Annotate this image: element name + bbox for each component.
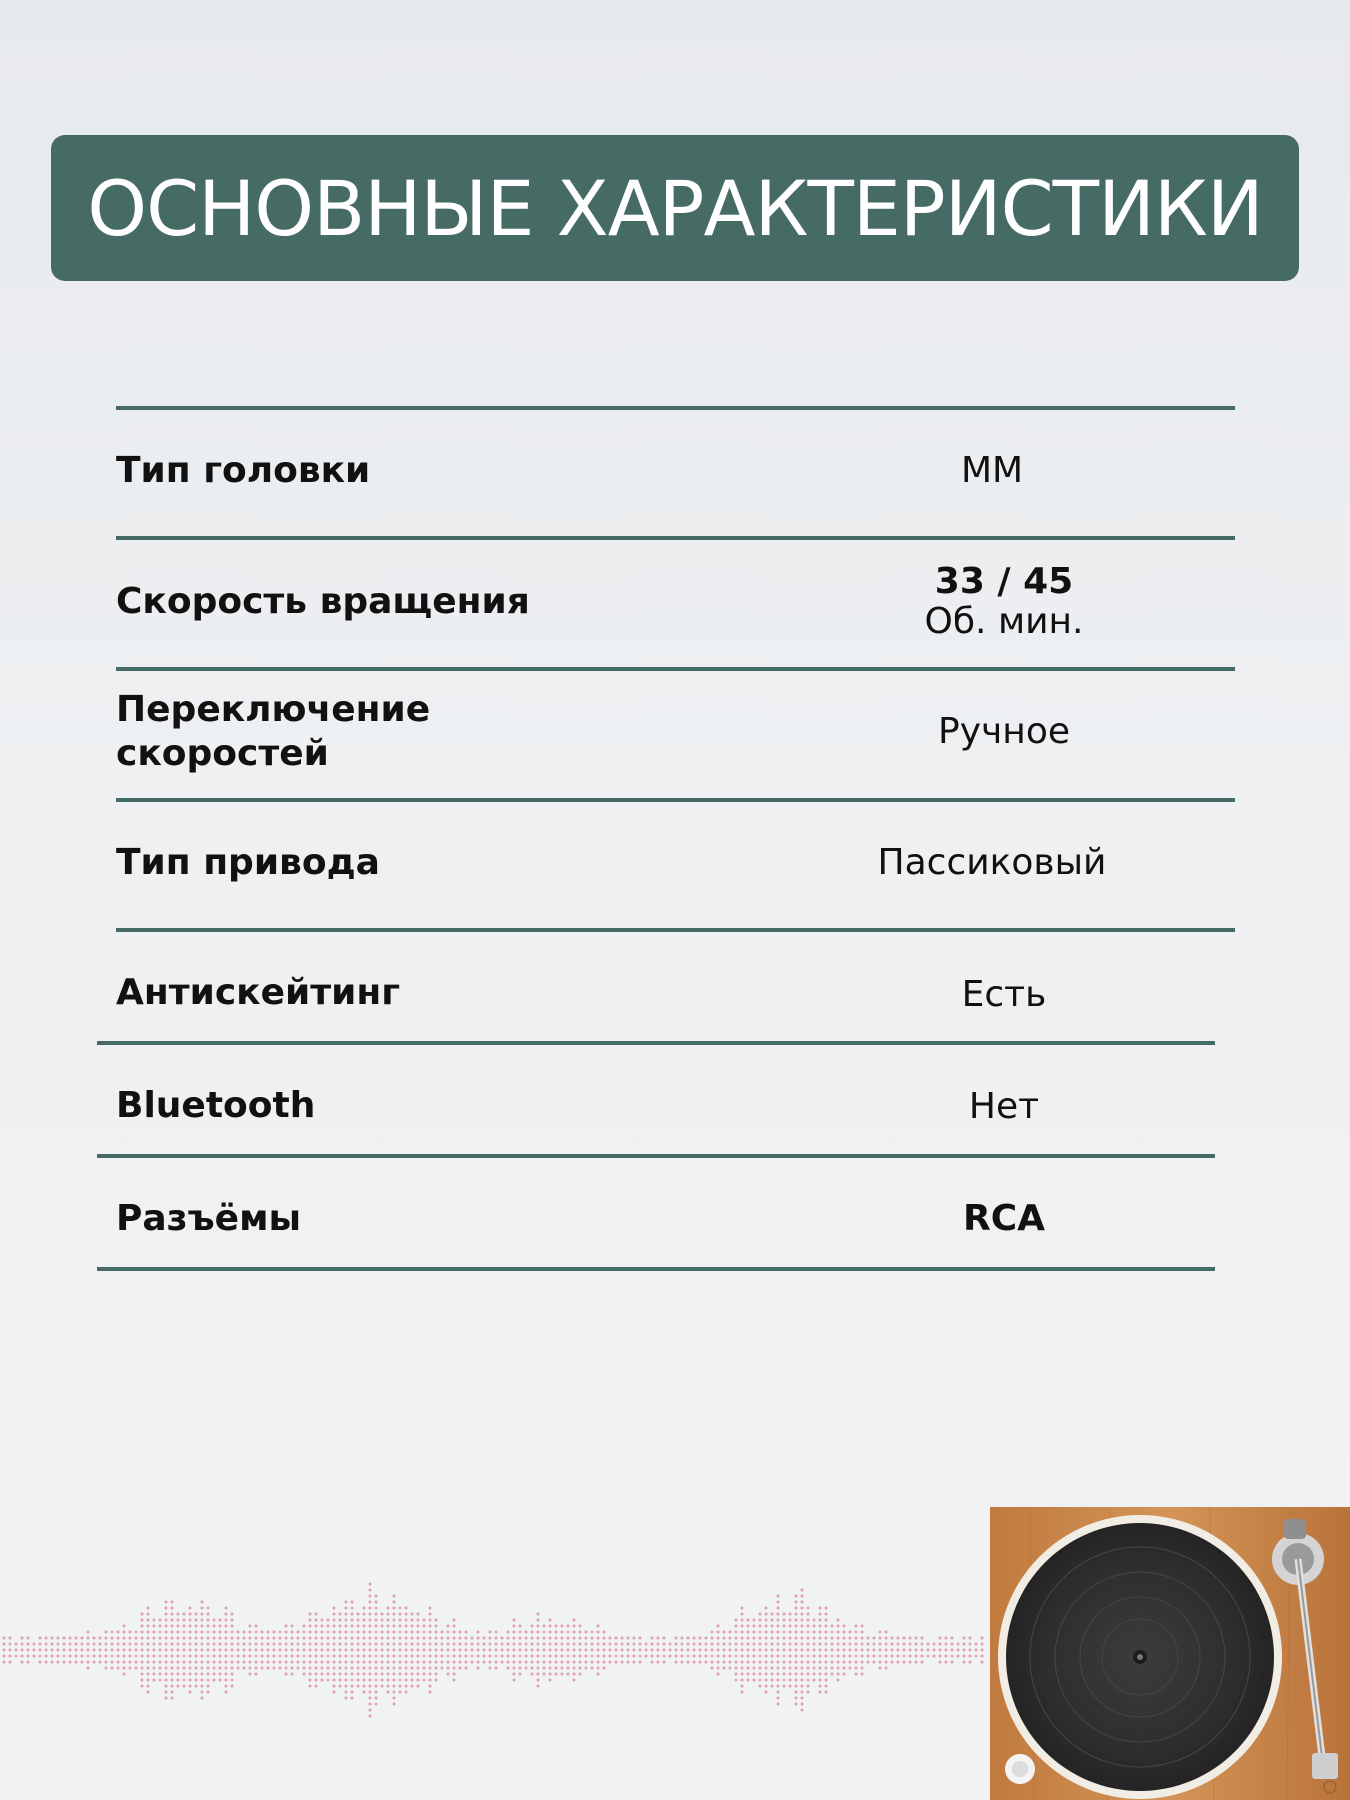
divider (116, 928, 1235, 932)
title-banner (51, 135, 1299, 281)
spec-value-antiskating: Есть (961, 974, 1047, 1015)
spec-label-connectors: Разъёмы (116, 1198, 302, 1239)
turntable-photo (990, 1507, 1350, 1800)
divider (116, 406, 1235, 410)
spec-value-bluetooth: Нет (968, 1086, 1040, 1127)
spec-label-speed-switch (116, 688, 430, 776)
spec-label-speed: Скорость вращения (116, 581, 530, 622)
spec-label-drive: Тип привода (116, 842, 380, 883)
spec-label-antiskating: Антискейтинг (116, 972, 401, 1013)
label-line: Переключение (116, 689, 431, 730)
spec-label-bluetooth: Bluetooth (116, 1085, 316, 1126)
spec-value-speed-switch: Ручное (938, 711, 1070, 752)
divider (97, 1041, 1215, 1045)
divider (97, 1267, 1215, 1271)
label-line: скоростей (116, 733, 329, 774)
spec-value-speed (834, 562, 1174, 642)
spec-value-head-type: ММ (960, 450, 1024, 491)
spec-value-drive: Пассиковый (877, 842, 1107, 883)
divider (97, 1154, 1215, 1158)
speed-values: 33 / 45 (934, 561, 1074, 602)
speed-unit: Об. мин. (924, 601, 1084, 642)
sound-waveform-icon (0, 1560, 990, 1740)
divider (116, 798, 1235, 802)
divider (116, 667, 1235, 671)
spec-value-connectors: RCA (962, 1198, 1045, 1239)
divider (116, 536, 1235, 540)
page-title: ОСНОВНЫЕ ХАРАКТЕРИСТИКИ (87, 163, 1263, 253)
spec-label-head-type: Тип головки (116, 450, 371, 491)
